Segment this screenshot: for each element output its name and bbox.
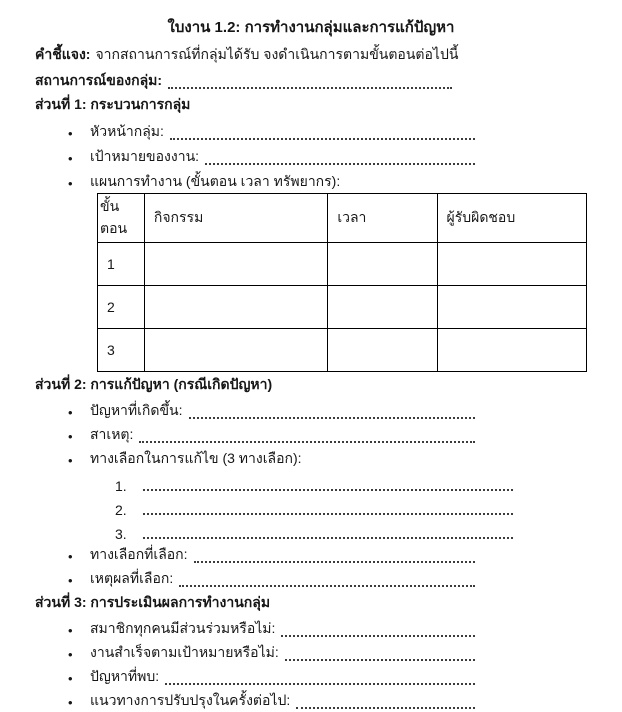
option-line-2 <box>35 494 587 518</box>
section3-heading: ส่วนที่ 3: การประเมินผลการทำงานกลุ่ม <box>35 594 271 610</box>
owner-cell <box>437 329 586 372</box>
page-title: ใบงาน 1.2: การทำงานกลุ่มและการแก้ปัญหา <box>167 19 455 36</box>
list-item-group-leader <box>35 118 587 143</box>
instruction-text: จากสถานการณ์ที่กลุ่มได้รับ จงดำเนินการตามขั้นตอนต่อไปนี้ <box>95 46 459 62</box>
field-label: ปัญหาที่เกิดขึ้น: <box>90 402 183 418</box>
owner-cell <box>437 243 586 286</box>
fill-in-line <box>189 417 475 419</box>
fill-in-line <box>205 163 475 165</box>
list-item-goal <box>35 143 587 168</box>
time-cell <box>328 243 437 286</box>
table-row <box>98 329 587 372</box>
situation-label: สถานการณ์ของกลุ่ม: <box>35 72 163 88</box>
step-number-cell: 1 <box>98 243 145 286</box>
bullet-icon <box>68 672 90 685</box>
section1-heading: ส่วนที่ 1: กระบวนการกลุ่ม <box>35 96 191 112</box>
field-label: สาเหตุ: <box>90 426 134 442</box>
bullet-icon <box>68 696 90 709</box>
bullet-icon <box>68 648 90 661</box>
instruction-line <box>35 40 587 66</box>
list-item-chosen-option <box>35 542 587 566</box>
list-item-cause <box>35 422 587 446</box>
fill-in-line <box>285 659 475 661</box>
fill-in-line <box>143 513 513 515</box>
fill-in-line <box>143 537 513 539</box>
time-cell <box>328 286 437 329</box>
bullet-icon <box>68 550 90 563</box>
list-item-improvement <box>35 688 587 712</box>
fill-in-line <box>179 585 475 587</box>
fill-in-line <box>143 489 513 491</box>
activity-cell <box>144 286 327 329</box>
list-item-problems-found <box>35 664 587 688</box>
bullet-icon <box>68 127 90 140</box>
column-header-time: เวลา <box>328 194 437 243</box>
list-item-problem <box>35 398 587 422</box>
owner-cell <box>437 286 586 329</box>
bullet-icon <box>68 406 90 419</box>
fill-in-line <box>296 707 475 709</box>
time-cell <box>328 329 437 372</box>
activity-cell <box>144 243 327 286</box>
bullet-icon <box>68 454 90 467</box>
field-label: สมาชิกทุกคนมีส่วนร่วมหรือไม่: <box>90 620 276 636</box>
section2-heading: ส่วนที่ 2: การแก้ปัญหา (กรณีเกิดปัญหา) <box>35 376 273 392</box>
option-line-1 <box>35 470 587 494</box>
field-label: ทางเลือกที่เลือก: <box>90 546 188 562</box>
list-item-participation <box>35 616 587 640</box>
field-label: แนวทางการปรับปรุงในครั้งต่อไป: <box>90 692 291 708</box>
option-number: 3. <box>115 526 127 542</box>
field-label: งานสำเร็จตามเป้าหมายหรือไม่: <box>90 644 279 660</box>
fill-in-line <box>194 561 475 563</box>
step-number-cell: 3 <box>98 329 145 372</box>
field-label: เหตุผลที่เลือก: <box>90 570 174 586</box>
field-label: แผนการทำงาน (ขั้นตอน เวลา ทรัพยากร): <box>90 173 341 189</box>
list-item-work-plan <box>35 168 587 193</box>
option-number: 1. <box>115 478 127 494</box>
table-header-row <box>98 194 587 243</box>
field-label: เป้าหมายของงาน: <box>90 148 200 164</box>
fill-in-line <box>139 441 475 443</box>
work-plan-table <box>97 193 587 372</box>
list-item-goal-achieved <box>35 640 587 664</box>
bullet-icon <box>68 624 90 637</box>
situation-line <box>35 66 587 92</box>
column-header-step: ขั้นตอน <box>98 194 145 243</box>
field-label: หัวหน้ากลุ่ม: <box>90 123 164 139</box>
field-label: ทางเลือกในการแก้ไข (3 ทางเลือก): <box>90 450 302 466</box>
bullet-icon <box>68 177 90 190</box>
list-item-alternatives <box>35 446 587 470</box>
field-label: ปัญหาที่พบ: <box>90 668 160 684</box>
option-number: 2. <box>115 502 127 518</box>
table-row <box>98 243 587 286</box>
table-row <box>98 286 587 329</box>
column-header-activity: กิจกรรม <box>144 194 327 243</box>
column-header-owner: ผู้รับผิดชอบ <box>437 194 586 243</box>
bullet-icon <box>68 152 90 165</box>
fill-in-line <box>281 635 475 637</box>
fill-in-line <box>165 683 475 685</box>
bullet-icon <box>68 430 90 443</box>
situation-fill-in-line <box>168 87 452 89</box>
list-item-reason <box>35 566 587 590</box>
step-number-cell: 2 <box>98 286 145 329</box>
fill-in-line <box>170 138 475 140</box>
option-line-3 <box>35 518 587 542</box>
instruction-label: คำชี้แจง: <box>35 46 91 62</box>
activity-cell <box>144 329 327 372</box>
bullet-icon <box>68 574 90 587</box>
